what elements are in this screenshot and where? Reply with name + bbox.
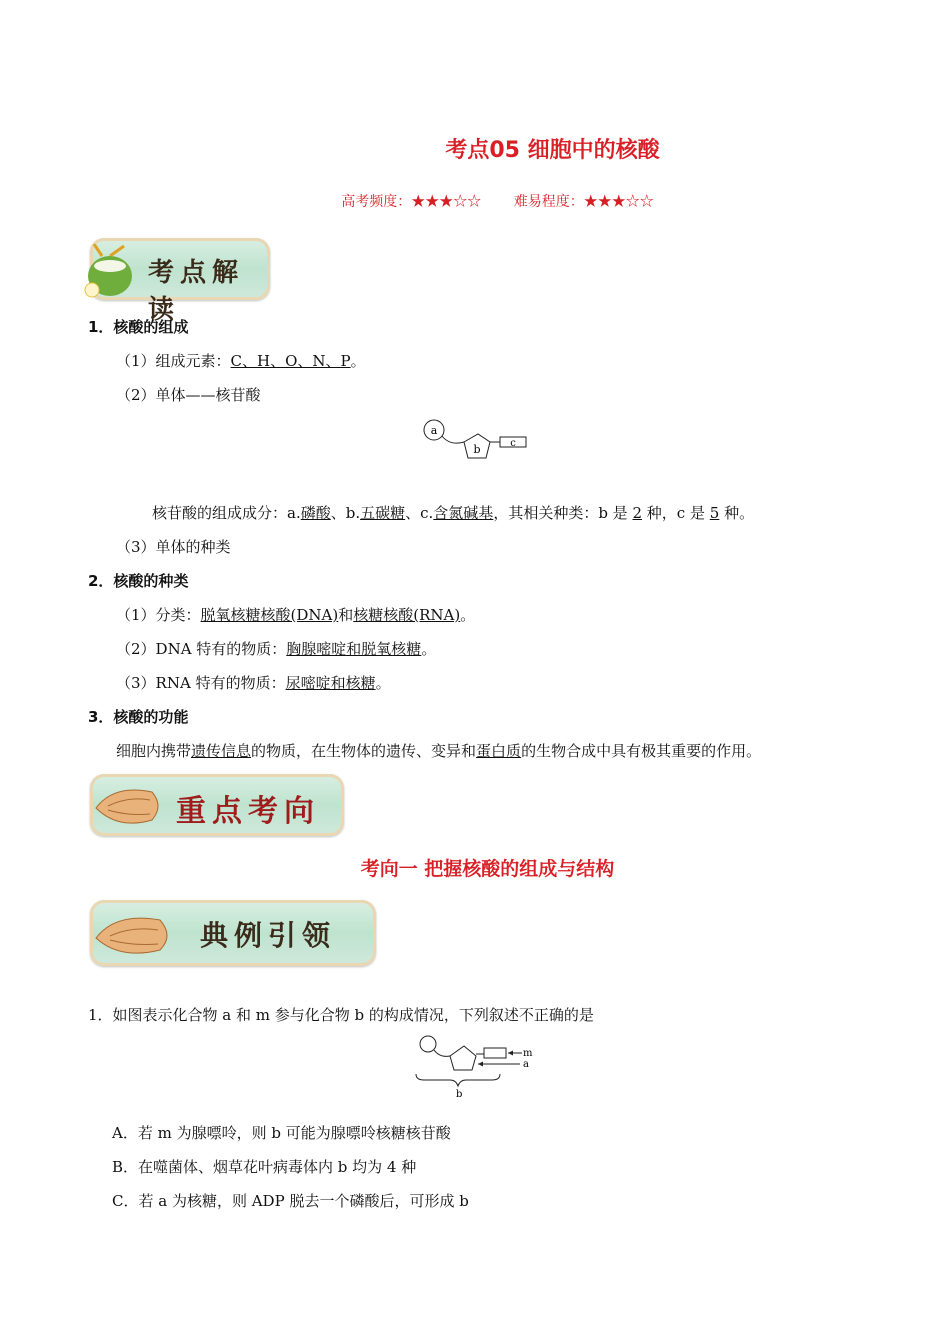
comp-sep1: 、b.: [330, 504, 361, 522]
s1-elements-prefix: （1）组成元素：: [116, 352, 231, 370]
comp-b-count: 2: [632, 504, 643, 522]
s2-c1-prefix: （1）分类：: [116, 606, 201, 624]
coconut-icon: [84, 244, 140, 300]
s1-types: （3）单体的种类: [116, 538, 231, 556]
comp-a: 磷酸: [300, 504, 331, 522]
s1-elements-value: C、H、O、N、P: [230, 352, 351, 370]
section-subtitle: 考向一 把握核酸的组成与结构: [360, 858, 615, 880]
s3-u1: 遗传信息: [191, 742, 252, 760]
s2-c3-value: 尿嘧啶和核糖: [285, 674, 376, 692]
s3-heading: 3．核酸的功能: [88, 708, 189, 726]
diagram2-label-a: a: [523, 1059, 529, 1070]
nucleotide-composition-diagram: [410, 1032, 540, 1100]
s3-t1: 细胞内携带: [116, 742, 192, 760]
banner-example-label: 典例引领: [200, 919, 337, 952]
s3-t3: 的生物合成中具有极其重要的作用。: [521, 742, 762, 760]
s3-function: [116, 740, 761, 761]
comp-prefix: 核苷酸的组成成分：a.: [152, 504, 301, 522]
s1-elements: [116, 350, 366, 371]
s2-c1-and: 和: [338, 606, 354, 624]
banner-interpret: [90, 238, 270, 325]
s1-elements-suffix: 。: [350, 352, 366, 370]
comp-c-count: 5: [709, 504, 720, 522]
shell-icon: [94, 782, 164, 830]
banner-example: [90, 900, 376, 966]
s2-dna-specific: [116, 638, 436, 659]
question-stem: 1．如图表示化合物 a 和 m 参与化合物 b 的构成情况，下列叙述不正确的是: [88, 1006, 594, 1024]
diagram1-label-a: a: [430, 424, 438, 437]
diagram2-label-m: m: [523, 1048, 533, 1059]
exam-frequency: 高考频度：★★★☆☆: [341, 194, 482, 210]
s2-c2-prefix: （2）DNA 特有的物质：: [116, 640, 287, 658]
comp-mid: ，其相关种类：b 是: [493, 504, 628, 522]
option-c: C．若 a 为核糖，则 ADP 脱去一个磷酸后，可形成 b: [112, 1192, 469, 1210]
s2-c2-value: 胸腺嘧啶和脱氧核糖: [286, 640, 422, 658]
nucleotide-diagram: [420, 418, 530, 464]
comp-mid2: 种，c 是: [646, 504, 705, 522]
s2-c1-end: 。: [460, 606, 476, 624]
comp-b: 五碳糖: [360, 504, 406, 522]
option-a: A．若 m 为腺嘌呤，则 b 可能为腺嘌呤核糖核苷酸: [112, 1124, 451, 1142]
comp-sep2: 、c.: [405, 504, 434, 522]
s2-c1-dna: 脱氧核糖核酸(DNA): [200, 606, 339, 624]
s2-c3-end: 。: [375, 674, 391, 692]
rating-line: [0, 191, 950, 211]
page-title: 考点05 细胞中的核酸: [445, 138, 660, 163]
s2-c2-end: 。: [421, 640, 437, 658]
diagram1-label-c: c: [510, 438, 516, 449]
comp-c: 含氮碱基: [433, 504, 494, 522]
s2-c3-prefix: （3）RNA 特有的物质：: [116, 674, 286, 692]
banner-focus-label: 重点考向: [176, 794, 320, 829]
s2-heading: 2．核酸的种类: [88, 572, 189, 590]
s2-rna-specific: [116, 672, 391, 693]
difficulty-level: 难易程度：★★★☆☆: [513, 194, 654, 210]
s1-composition: [152, 502, 754, 523]
s1-heading: 1．核酸的组成: [88, 318, 189, 336]
diagram1-label-b: b: [473, 443, 481, 456]
s2-c1-rna: 核糖核酸(RNA): [353, 606, 461, 624]
banner-focus: [90, 774, 344, 836]
shell-icon: [94, 910, 174, 960]
comp-end: 种。: [724, 504, 755, 522]
banner-interpret-label: 考点解读: [148, 258, 245, 325]
s3-u2: 蛋白质: [476, 742, 522, 760]
diagram2-label-b: b: [456, 1089, 463, 1100]
s3-t2: 的物质，在生物体的遗传、变异和: [251, 742, 477, 760]
option-b: B．在噬菌体、烟草花叶病毒体内 b 均为 4 种: [112, 1158, 417, 1176]
s2-classification: [116, 604, 475, 625]
s1-monomer: （2）单体——核苷酸: [116, 386, 261, 404]
